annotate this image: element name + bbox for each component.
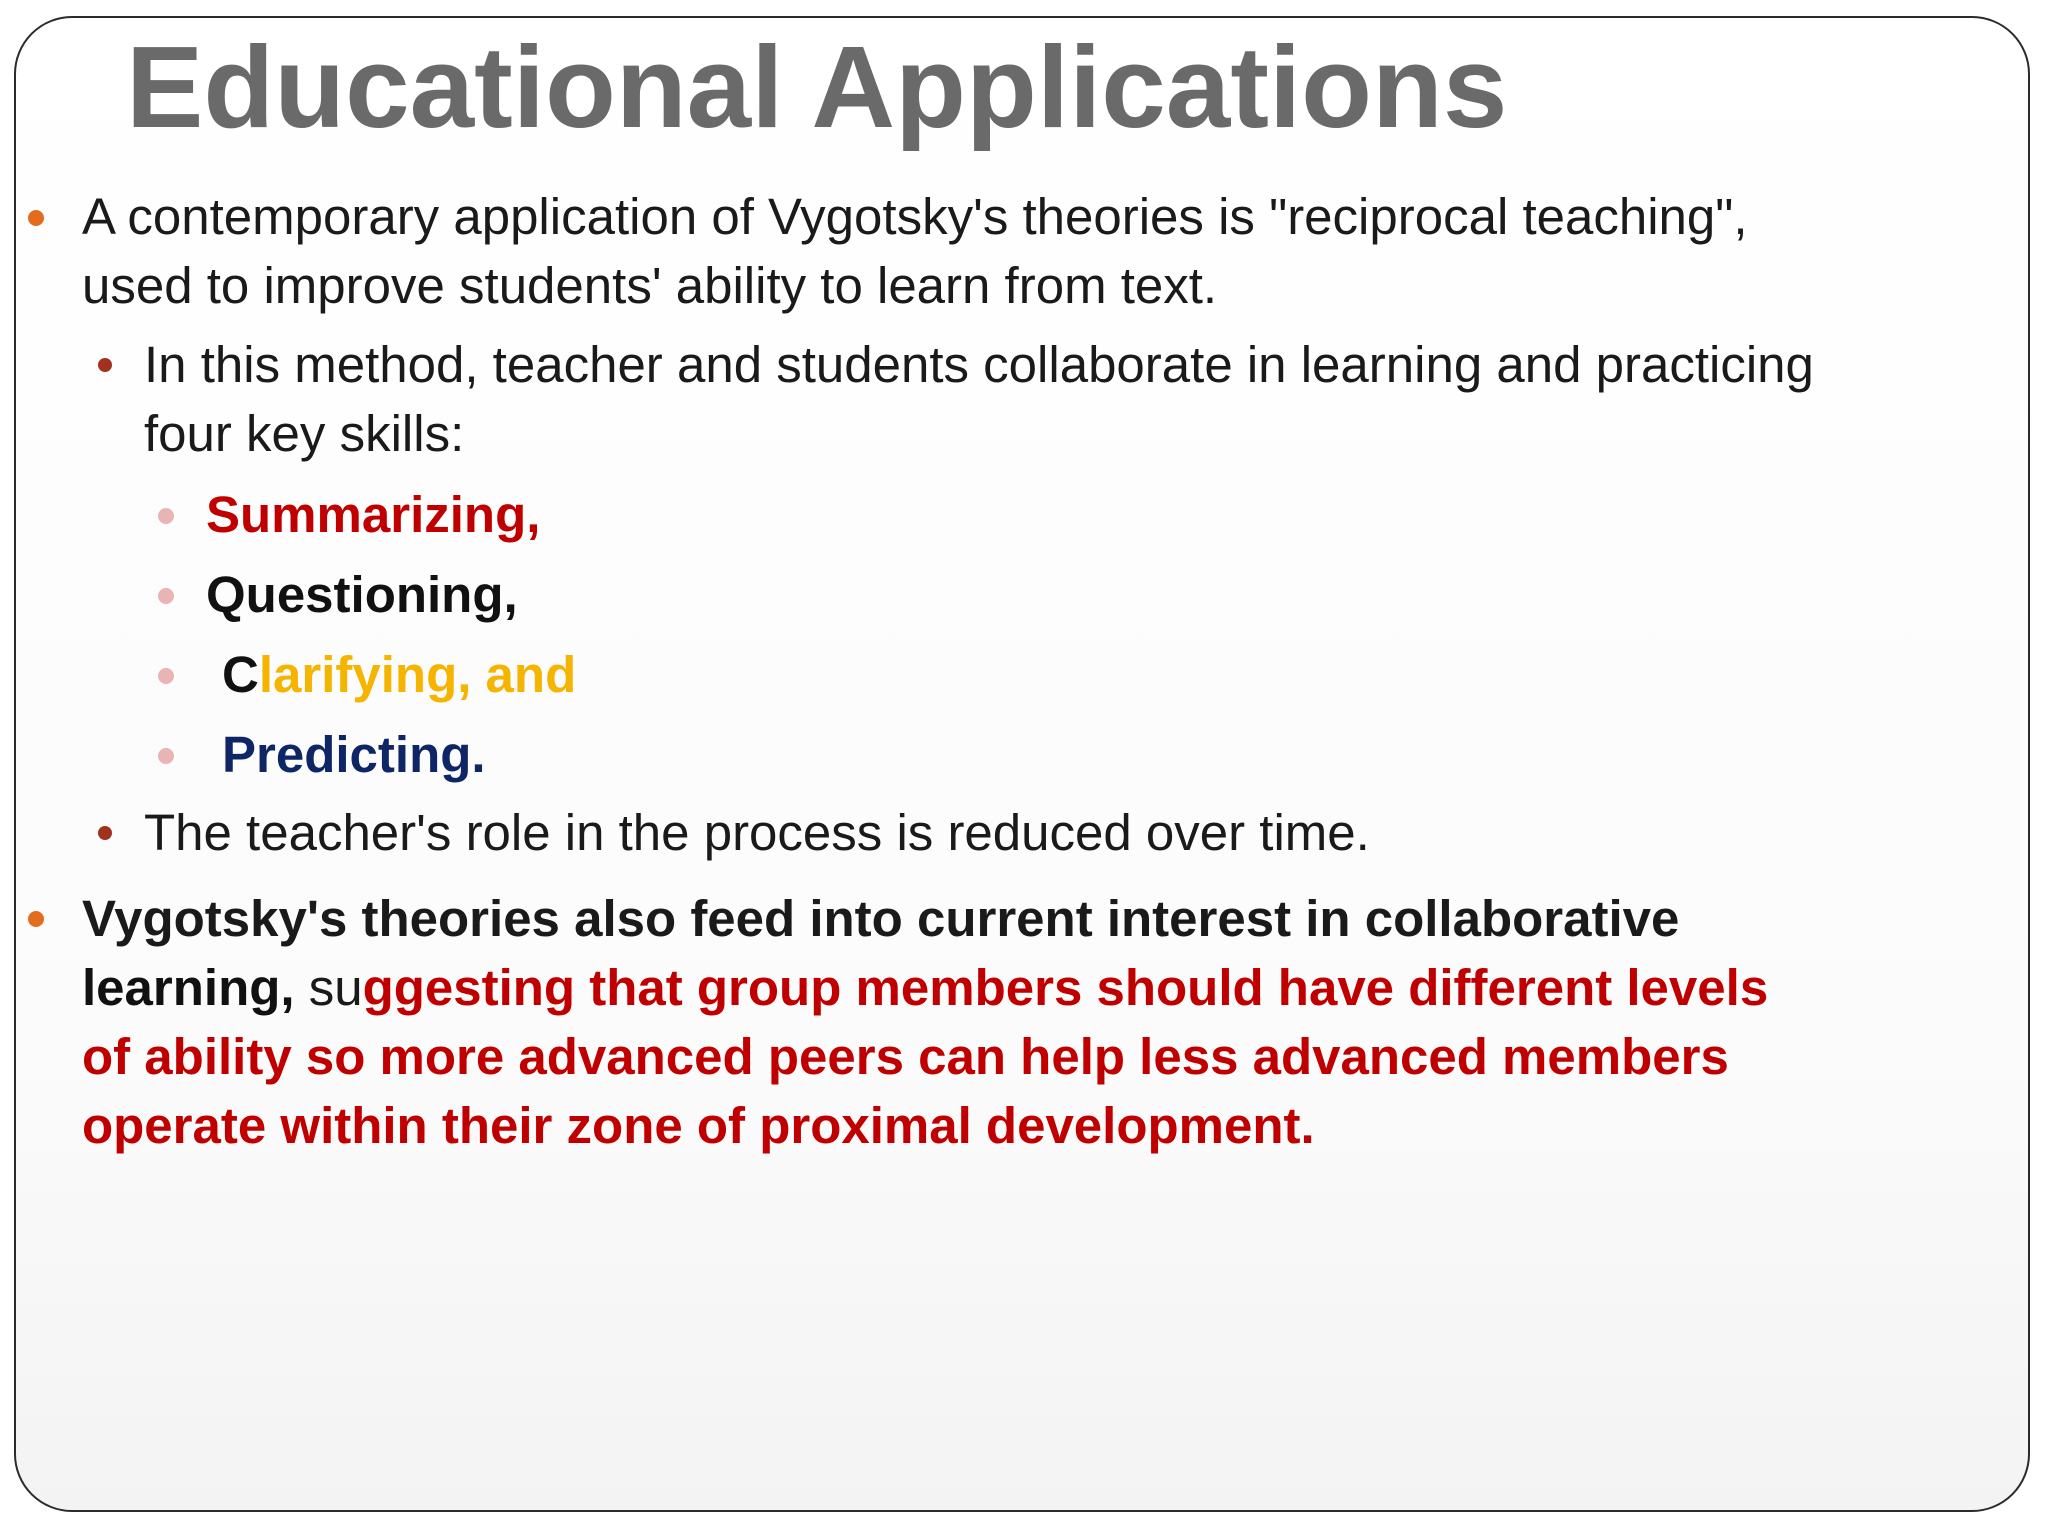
bullet-2-line-4: operate within their zone of proximal development. [82,1097,1315,1154]
skill-summarizing: Summarizing, [206,486,541,543]
bullet-dot [28,210,44,226]
bullet-2-line-3: of ability so more advanced peers can help less advanced members [82,1028,1729,1085]
bullet-2-line-1: Vygotsky's theories also feed into current interest in collaborative [82,890,1680,947]
bullet-1-2: The teacher's role in the process is reduced over time. [144,804,1370,861]
bullet-1-1-line-1: In this method, teacher and students collaborate in learning and practicing [144,336,1814,393]
slide-title: Educational Applications [126,22,1508,152]
skill-clarifying-initial: C [222,646,259,703]
skill-clarifying [222,640,576,709]
bullet-2-line-2 [82,953,1768,1022]
bullet-dot [158,508,174,524]
bullet-2-bold-word: learning, [82,959,295,1016]
bullet-dot [158,588,174,604]
bullet-2-red-text: ggesting that group members should have different levels [362,959,1769,1016]
bullet-1-line-1: A contemporary application of Vygotsky's theories is "reciprocal teaching", [82,188,1748,245]
bullet-2-plain-text: su [294,959,363,1016]
bullet-1 [82,182,1748,320]
bullet-dot [98,826,112,840]
bullet-2 [82,884,1768,1160]
bullet-dot [158,748,174,764]
bullet-1-1 [144,330,1814,468]
skill-questioning: Questioning, [206,566,518,623]
bullet-dot [158,668,174,684]
bullet-dot [28,911,44,927]
bullet-1-line-2: used to improve students' ability to learn from text. [82,257,1218,314]
skill-predicting: Predicting. [222,726,486,783]
bullet-dot [98,358,112,372]
bullet-1-1-line-2: four key skills: [144,405,465,462]
skill-clarifying-rest: larifying, and [258,646,577,703]
